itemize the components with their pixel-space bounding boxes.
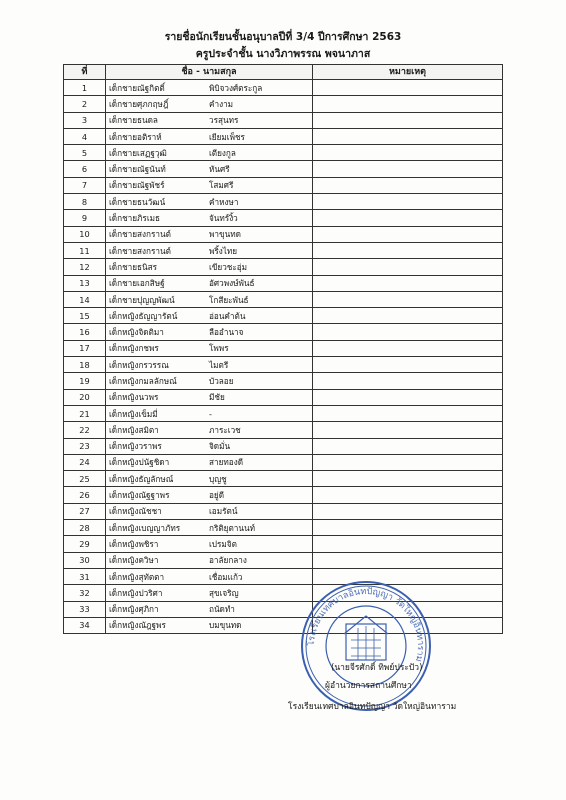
student-first-name: เด็กชายเสฏฐวุฒิ bbox=[109, 147, 167, 158]
remark-cell bbox=[313, 275, 503, 291]
table-row bbox=[64, 405, 503, 421]
table-row bbox=[64, 308, 503, 324]
student-last-name: พาขุนทด bbox=[209, 229, 241, 240]
table-row bbox=[64, 161, 503, 177]
table-row bbox=[64, 177, 503, 193]
table-row bbox=[64, 96, 503, 112]
student-name-cell bbox=[106, 552, 313, 568]
table-row bbox=[64, 210, 503, 226]
table-row bbox=[64, 112, 503, 128]
student-name-cell bbox=[106, 80, 313, 96]
student-first-name: เด็กชายณัฐนันท์ bbox=[109, 164, 166, 175]
row-number: 14 bbox=[64, 291, 106, 307]
student-first-name: เด็กหญิงเข็มมี่ bbox=[109, 408, 158, 419]
student-first-name: เด็กหญิงณัชชา bbox=[109, 506, 162, 517]
student-first-name: เด็กชายธนวัฒน์ bbox=[109, 196, 166, 207]
remark-cell bbox=[313, 389, 503, 405]
remark-cell bbox=[313, 536, 503, 552]
student-name-cell bbox=[106, 194, 313, 210]
teacher-line: ครูประจำชั้น นางวิภาพรรณ พจนาภาส bbox=[195, 48, 371, 60]
student-last-name: โกสียะพันธ์ bbox=[209, 294, 249, 305]
student-last-name: - bbox=[209, 408, 212, 419]
student-first-name: เด็กหญิงธัญลักษณ์ bbox=[109, 473, 174, 484]
row-number: 15 bbox=[64, 308, 106, 324]
remark-cell bbox=[313, 308, 503, 324]
table-row bbox=[64, 145, 503, 161]
student-first-name: เด็กหญิงกชพร bbox=[109, 343, 159, 354]
remark-cell bbox=[313, 161, 503, 177]
table-row bbox=[64, 373, 503, 389]
header-no: ที่ bbox=[64, 65, 106, 80]
remark-cell bbox=[313, 226, 503, 242]
row-number: 33 bbox=[64, 601, 106, 617]
student-name-cell bbox=[106, 177, 313, 193]
student-name-cell bbox=[106, 520, 313, 536]
student-last-name: เยียมเพ็ชร bbox=[209, 131, 245, 142]
remark-cell bbox=[313, 210, 503, 226]
row-number: 5 bbox=[64, 145, 106, 161]
student-last-name: กริติยุตานนท์ bbox=[209, 522, 255, 533]
student-name-cell bbox=[106, 259, 313, 275]
student-first-name: เด็กหญิงกมลลักษณ์ bbox=[109, 375, 177, 386]
student-name-cell bbox=[106, 536, 313, 552]
student-first-name: เด็กชายภิรเมธ bbox=[109, 213, 161, 224]
table-row bbox=[64, 275, 503, 291]
table-row bbox=[64, 242, 503, 258]
remark-cell bbox=[313, 259, 503, 275]
remark-cell bbox=[313, 324, 503, 340]
table-row bbox=[64, 471, 503, 487]
row-number: 26 bbox=[64, 487, 106, 503]
student-last-name: มีชัย bbox=[209, 392, 225, 403]
student-last-name: บมขุนทด bbox=[209, 620, 242, 631]
table-row bbox=[64, 194, 503, 210]
row-number: 20 bbox=[64, 389, 106, 405]
student-first-name: เด็กชายเอกสิษฐ์ bbox=[109, 278, 165, 289]
remark-cell bbox=[313, 487, 503, 503]
student-name-cell bbox=[106, 96, 313, 112]
row-number: 28 bbox=[64, 520, 106, 536]
student-name-cell bbox=[106, 454, 313, 470]
student-first-name: เด็กหญิงสุทัตตา bbox=[109, 571, 165, 582]
remark-cell bbox=[313, 96, 503, 112]
student-name-cell bbox=[106, 585, 313, 601]
student-name-cell bbox=[106, 112, 313, 128]
document-title: รายชื่อนักเรียนชั้นอนุบาลปีที่ 3/4 ปีการศึกษา 2563 bbox=[164, 31, 402, 43]
student-name-cell bbox=[106, 601, 313, 617]
remark-cell bbox=[313, 80, 503, 96]
signer-name: (นายจีรศักดิ์ ทิพย์ประปัว) bbox=[331, 663, 423, 673]
student-name-cell bbox=[106, 145, 313, 161]
student-name-cell bbox=[106, 422, 313, 438]
student-name-cell bbox=[106, 324, 313, 340]
student-first-name: เด็กหญิงณัฎฐพร bbox=[109, 620, 166, 631]
header-name: ชื่อ - นามสกุล bbox=[106, 65, 313, 80]
header-remark: หมายเหตุ bbox=[313, 65, 503, 80]
row-number: 4 bbox=[64, 128, 106, 144]
student-name-cell bbox=[106, 568, 313, 584]
row-number: 21 bbox=[64, 405, 106, 421]
table-row bbox=[64, 80, 503, 96]
student-last-name: จันทร์งิ้ว bbox=[209, 213, 238, 224]
student-name-cell bbox=[106, 242, 313, 258]
student-first-name: เด็กหญิงณัฐฐาพร bbox=[109, 490, 170, 501]
remark-cell bbox=[313, 438, 503, 454]
student-name-cell bbox=[106, 389, 313, 405]
student-last-name: เอมรัตน์ bbox=[209, 506, 238, 517]
student-name-cell bbox=[106, 405, 313, 421]
student-last-name: พริ้งไทย bbox=[209, 245, 238, 256]
student-first-name: เด็กชายอติราห์ bbox=[109, 131, 162, 142]
student-first-name: เด็กหญิงสมิตา bbox=[109, 424, 159, 435]
table-row bbox=[64, 454, 503, 470]
student-last-name: สายทองดี bbox=[209, 457, 244, 468]
student-last-name: โพพร bbox=[209, 343, 229, 354]
row-number: 34 bbox=[64, 617, 106, 633]
student-first-name: เด็กชายธนดล bbox=[109, 115, 158, 126]
student-last-name: พิบิจวงศ์ตระกูล bbox=[209, 82, 263, 93]
student-first-name: เด็กหญิงปนัฐชิดา bbox=[109, 457, 170, 468]
table-row bbox=[64, 422, 503, 438]
table-row bbox=[64, 568, 503, 584]
student-first-name: เด็กหญิงกรวรรณ bbox=[109, 359, 169, 370]
school-seal-stamp bbox=[296, 576, 436, 716]
table-row bbox=[64, 324, 503, 340]
student-first-name: เด็กหญิงธัญญารัตน์ bbox=[109, 310, 178, 321]
seal-text: โรงเรียนเทศบาลอินทปัญญา วัดใหญ่อินทาราม bbox=[306, 586, 426, 663]
student-first-name: เด็กหญิงปวริศา bbox=[109, 587, 163, 598]
student-name-cell bbox=[106, 210, 313, 226]
row-number: 23 bbox=[64, 438, 106, 454]
student-last-name: อาลัยกลาง bbox=[209, 555, 247, 566]
remark-cell bbox=[313, 454, 503, 470]
student-name-cell bbox=[106, 291, 313, 307]
student-name-cell bbox=[106, 471, 313, 487]
student-name-cell bbox=[106, 340, 313, 356]
student-last-name: ภาระเวช bbox=[209, 424, 241, 435]
student-name-cell bbox=[106, 617, 313, 633]
table-row bbox=[64, 585, 503, 601]
student-first-name: เด็กหญิงวราพร bbox=[109, 441, 162, 452]
row-number: 19 bbox=[64, 373, 106, 389]
row-number: 3 bbox=[64, 112, 106, 128]
row-number: 2 bbox=[64, 96, 106, 112]
student-last-name: สุขเจริญ bbox=[209, 587, 239, 598]
student-first-name: เด็กหญิงพชิรา bbox=[109, 538, 159, 549]
school-name: โรงเรียนเทศบาลอินทปัญญา วัดใหญ่อินทาราม bbox=[288, 702, 457, 712]
remark-cell bbox=[313, 291, 503, 307]
student-first-name: เด็กชายสงกรานต์ bbox=[109, 229, 171, 240]
student-first-name: เด็กหญิงเบญญาภัทร bbox=[109, 522, 181, 533]
row-number: 24 bbox=[64, 454, 106, 470]
student-first-name: เด็กหญิงนวพร bbox=[109, 392, 159, 403]
student-name-cell bbox=[106, 161, 313, 177]
remark-cell bbox=[313, 340, 503, 356]
table-row bbox=[64, 536, 503, 552]
student-first-name: เด็กชายณัฐพัชร์ bbox=[109, 180, 165, 191]
student-last-name: อัศวพงษ์พันธ์ bbox=[209, 278, 255, 289]
student-last-name: ไมตรี bbox=[209, 359, 229, 370]
table-row bbox=[64, 617, 503, 633]
student-first-name: เด็กชายปุญญพัฒน์ bbox=[109, 294, 175, 305]
row-number: 31 bbox=[64, 568, 106, 584]
student-last-name: ลืออำนาจ bbox=[209, 327, 244, 338]
table-row bbox=[64, 389, 503, 405]
student-roster-table bbox=[63, 64, 503, 634]
row-number: 30 bbox=[64, 552, 106, 568]
student-name-cell bbox=[106, 226, 313, 242]
table-header-row bbox=[64, 65, 503, 80]
remark-cell bbox=[313, 422, 503, 438]
row-number: 18 bbox=[64, 357, 106, 373]
remark-cell bbox=[313, 503, 503, 519]
remark-cell bbox=[313, 145, 503, 161]
remark-cell bbox=[313, 177, 503, 193]
student-first-name: เด็กชายศุภกฤษฎิ์ bbox=[109, 98, 169, 109]
table-row bbox=[64, 438, 503, 454]
table-row bbox=[64, 226, 503, 242]
student-name-cell bbox=[106, 373, 313, 389]
row-number: 17 bbox=[64, 340, 106, 356]
student-first-name: เด็กหญิงศุภิกา bbox=[109, 604, 159, 615]
student-last-name: บุญชู bbox=[209, 473, 227, 484]
row-number: 8 bbox=[64, 194, 106, 210]
student-last-name: หันศรี bbox=[209, 164, 230, 175]
student-last-name: อ่อนคำต้น bbox=[209, 310, 246, 321]
row-number: 13 bbox=[64, 275, 106, 291]
remark-cell bbox=[313, 520, 503, 536]
table-row bbox=[64, 520, 503, 536]
student-first-name: เด็กหญิงจิดติมา bbox=[109, 327, 164, 338]
student-first-name: เด็กหญิงควิษา bbox=[109, 555, 159, 566]
remark-cell bbox=[313, 128, 503, 144]
row-number: 12 bbox=[64, 259, 106, 275]
student-last-name: บัวลอย bbox=[209, 375, 234, 386]
table-row bbox=[64, 552, 503, 568]
table-row bbox=[64, 128, 503, 144]
student-name-cell bbox=[106, 308, 313, 324]
student-last-name: เตียงกูล bbox=[209, 147, 236, 158]
student-first-name: เด็กชายธนิสร bbox=[109, 261, 158, 272]
row-number: 32 bbox=[64, 585, 106, 601]
student-first-name: เด็กชายณัฐกิตติ์ bbox=[109, 82, 165, 93]
remark-cell bbox=[313, 471, 503, 487]
remark-cell bbox=[313, 552, 503, 568]
student-last-name: ถนัดทำ bbox=[209, 604, 235, 615]
remark-cell bbox=[313, 405, 503, 421]
table-body bbox=[64, 80, 503, 634]
table-row bbox=[64, 291, 503, 307]
student-last-name: อยู่ดี bbox=[209, 490, 225, 501]
student-name-cell bbox=[106, 128, 313, 144]
remark-cell bbox=[313, 242, 503, 258]
student-name-cell bbox=[106, 503, 313, 519]
row-number: 22 bbox=[64, 422, 106, 438]
student-last-name: เชื่อมแก้ว bbox=[209, 571, 243, 582]
remark-cell bbox=[313, 194, 503, 210]
table-row bbox=[64, 503, 503, 519]
student-last-name: เปรมจิต bbox=[209, 538, 237, 549]
student-last-name: โสมศรี bbox=[209, 180, 234, 191]
student-name-cell bbox=[106, 275, 313, 291]
row-number: 11 bbox=[64, 242, 106, 258]
remark-cell bbox=[313, 357, 503, 373]
row-number: 10 bbox=[64, 226, 106, 242]
student-last-name: คำหงษา bbox=[209, 196, 239, 207]
row-number: 25 bbox=[64, 471, 106, 487]
row-number: 16 bbox=[64, 324, 106, 340]
student-last-name: เขียวชะอุ่ม bbox=[209, 261, 248, 272]
remark-cell bbox=[313, 112, 503, 128]
student-first-name: เด็กชายสงกรานต์ bbox=[109, 245, 171, 256]
student-last-name: จิดมั่น bbox=[209, 441, 231, 452]
row-number: 6 bbox=[64, 161, 106, 177]
student-last-name: วรสุนทร bbox=[209, 115, 239, 126]
table-row bbox=[64, 357, 503, 373]
row-number: 9 bbox=[64, 210, 106, 226]
student-name-cell bbox=[106, 487, 313, 503]
row-number: 1 bbox=[64, 80, 106, 96]
table-row bbox=[64, 259, 503, 275]
remark-cell bbox=[313, 373, 503, 389]
row-number: 7 bbox=[64, 177, 106, 193]
signer-position: ผู้อำนวยการสถานศึกษา bbox=[325, 681, 412, 691]
student-name-cell bbox=[106, 357, 313, 373]
row-number: 29 bbox=[64, 536, 106, 552]
row-number: 27 bbox=[64, 503, 106, 519]
student-last-name: คำงาม bbox=[209, 98, 234, 109]
table-row bbox=[64, 487, 503, 503]
table-row bbox=[64, 340, 503, 356]
student-name-cell bbox=[106, 438, 313, 454]
table-row bbox=[64, 601, 503, 617]
